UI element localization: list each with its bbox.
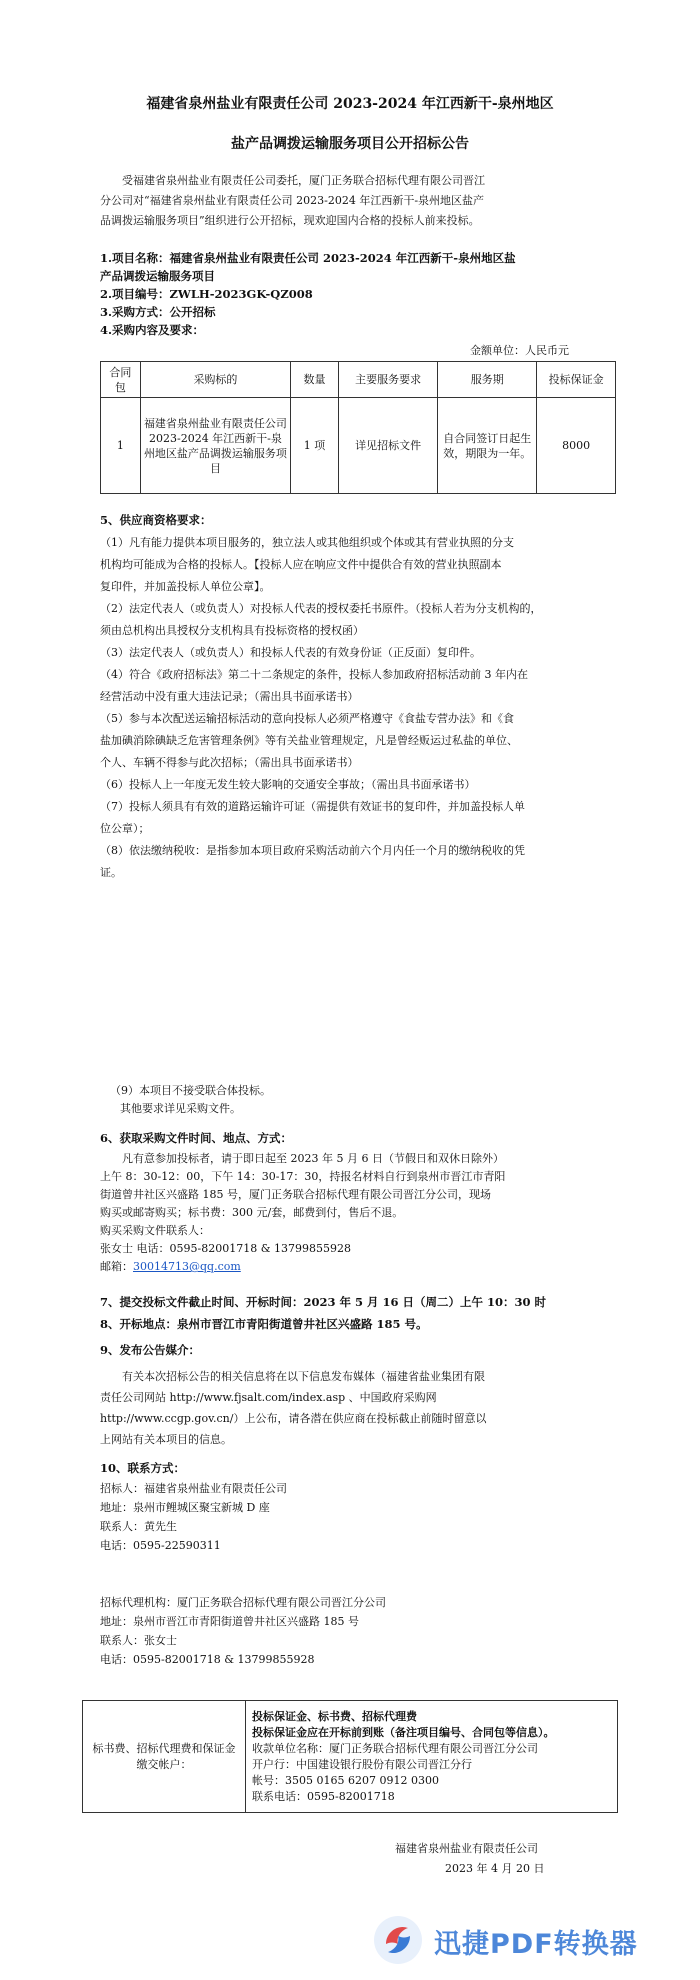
email-link[interactable]: 30014713@qq.com <box>133 1260 241 1273</box>
agent-phone: 电话：0595-82001718 & 13799855928 <box>100 1653 315 1666</box>
table-cell: 福建省泉州盐业有限责任公司 2023-2024 年江西新干-泉州地区盐产品调拨运输服务项目 <box>140 398 290 494</box>
qualification-line: 须由总机构出具授权分支机构具有投标资格的授权函） <box>100 624 364 637</box>
table-header-cell: 投标保证金 <box>537 362 616 398</box>
acquisition-line: 购买采购文件联系人： <box>100 1224 210 1237</box>
buyer-address: 地址：泉州市鲤城区聚宝新城 D 座 <box>100 1501 270 1514</box>
qualification-line: 机构均可能成为合格的投标人。【投标人应在响应文件中提供合有效的营业执照副本 <box>100 558 502 571</box>
qualification-line: 个人、车辆不得参与此次招标；（需出具书面承诺书） <box>100 756 359 769</box>
agent-contact-person: 联系人：张女士 <box>100 1634 177 1647</box>
table-cell: 1 项 <box>291 398 339 494</box>
project-number: 2.项目编号：ZWLH-2023GK-QZ008 <box>100 287 313 301</box>
agent-name: 招标代理机构：厦门正务联合招标代理有限公司晋江分公司 <box>100 1596 386 1609</box>
pdf-converter-logo-icon <box>372 1914 424 1970</box>
acquisition-line: 凡有意参加投标者，请于即日起至 2023 年 5 月 6 日（节假日和双休日除外） <box>122 1152 504 1165</box>
no-consortium-note: （9）本项目不接受联合体投标。 <box>110 1084 271 1097</box>
qualification-line: （2）法定代表人（或负责人）对投标人代表的授权委托书原件。（投标人若为分支机构的， <box>100 602 542 615</box>
doc-title-line2: 盐产品调拨运输服务项目公开招标公告 <box>231 136 469 152</box>
table-cell: 详见招标文件 <box>339 398 438 494</box>
media-line: 责任公司网站 http://www.fjsalt.com/index.asp 、中国政府采购网 <box>100 1391 437 1404</box>
table-row <box>83 1701 618 1813</box>
table-header-cell: 采购标的 <box>140 362 290 398</box>
opening-place-line: 8、开标地点：泉州市晋江市青阳街道曾井社区兴盛路 185 号。 <box>100 1317 428 1331</box>
qualification-line: 复印件，并加盖投标人单位公章】。 <box>100 580 271 593</box>
procurement-method: 3.采购方式：公开招标 <box>100 305 216 319</box>
buyer-contact <box>100 1479 620 1555</box>
other-requirements-note: 其他要求详见采购文件。 <box>120 1102 241 1115</box>
acquisition-line: 街道曾井社区兴盛路 185 号，厦门正务联合招标代理有限公司晋江分公司，现场 <box>100 1188 491 1201</box>
currency-unit: 金额单位：人民币元 <box>470 344 569 357</box>
email-label: 邮箱： <box>100 1260 133 1273</box>
qualification-line: 盐加碘消除碘缺乏危害管理条例》等有关盐业管理规定，凡是曾经贩运过私盐的单位、 <box>100 734 518 747</box>
project-name-line-1: 1.项目名称：福建省泉州盐业有限责任公司 2023-2024 年江西新干-泉州地区盐 <box>100 251 516 265</box>
intro-line-1: 受福建省泉州盐业有限责任公司委托，厦门正务联合招标代理有限公司晋江 <box>122 174 485 187</box>
doc-title-line1: 福建省泉州盐业有限责任公司 2023-2024 年江西新干-泉州地区 <box>146 96 554 112</box>
payment-account-details <box>246 1701 618 1813</box>
email-line <box>100 1258 620 1276</box>
payment-bold-line: 投标保证金、标书费、招标代理费 <box>252 1709 417 1723</box>
table-header-cell: 主要服务要求 <box>339 362 438 398</box>
acquisition-line: 张女士 电话：0595-82001718 & 13799855928 <box>100 1242 351 1255</box>
table-header-row <box>101 362 616 398</box>
section10-heading: 10、联系方式： <box>100 1461 186 1475</box>
buyer-contact-person: 联系人：黄先生 <box>100 1520 177 1533</box>
agent-address: 地址：泉州市晋江市青阳街道曾井社区兴盛路 185 号 <box>100 1615 359 1628</box>
signature-date: 2023 年 4 月 20 日 <box>445 1862 545 1875</box>
payment-account-table <box>82 1700 618 1813</box>
intro-line-3: 品调拨运输服务项目”组织进行公开招标，现欢迎国内合格的投标人前来投标。 <box>100 214 480 227</box>
procurement-content-heading: 4.采购内容及要求： <box>100 323 205 337</box>
table-row <box>101 398 616 494</box>
agent-contact <box>100 1593 620 1669</box>
table-header-cell: 数量 <box>291 362 339 398</box>
media-line: 上网站有关本项目的信息。 <box>100 1433 232 1446</box>
buyer-name: 招标人：福建省泉州盐业有限责任公司 <box>100 1482 287 1495</box>
table-header-cell: 合同包 <box>101 362 141 398</box>
table-cell: 1 <box>101 398 141 494</box>
buyer-phone: 电话：0595-22590311 <box>100 1539 221 1552</box>
section6-heading: 6、获取采购文件时间、地点、方式： <box>100 1131 292 1145</box>
table-header-cell: 服务期 <box>438 362 537 398</box>
qualification-line: （8）依法缴纳税收：是指参加本项目政府采购活动前六个月内任一个月的缴纳税收的凭 <box>100 844 525 857</box>
deadline-line: 7、提交投标文件截止时间、开标时间：2023 年 5 月 16 日（周二）上午 10：30 时 <box>100 1295 547 1309</box>
project-name-line-2: 产品调拨运输服务项目 <box>100 269 215 283</box>
payment-bold-line: 投标保证金应在开标前到账（备注项目编号、合同包等信息）。 <box>252 1725 555 1739</box>
qualification-line: （7）投标人须具有有效的道路运输许可证（需提供有效证书的复印件，并加盖投标人单 <box>100 800 525 813</box>
section5-heading: 5、供应商资格要求： <box>100 513 212 527</box>
signature-company: 福建省泉州盐业有限责任公司 <box>395 1842 538 1855</box>
qualification-line: （1）凡有能力提供本项目服务的，独立法人或其他组织或个体或其有营业执照的分支 <box>100 536 514 549</box>
section6-body <box>100 1150 620 1276</box>
media-line: 有关本次招标公告的相关信息将在以下信息发布媒体（福建省盐业集团有限 <box>122 1370 485 1383</box>
payment-account-label: 标书费、招标代理费和保证金缴交帐户： <box>83 1701 246 1813</box>
media-line: http://www.ccgp.gov.cn/）上公布，请各潜在供应商在投标截止前随时留意以 <box>100 1412 487 1425</box>
pdf-converter-watermark <box>372 1912 692 1968</box>
watermark-text: 迅捷PDF转换器 <box>434 1929 638 1960</box>
qualification-line: （3）法定代表人（或负责人）和投标人代表的有效身份证（正反面）复印件。 <box>100 646 481 659</box>
bank-name: 开户行：中国建设银行股份有限公司晋江分行 <box>252 1757 472 1771</box>
acquisition-line: 购买或邮寄购买；标书费：300 元/套，邮费到付，售后不退。 <box>100 1206 404 1219</box>
payee-name: 收款单位名称：厦门正务联合招标代理有限公司晋江分公司 <box>252 1741 538 1755</box>
table-cell: 8000 <box>537 398 616 494</box>
qualification-line: 经营活动中没有重大违法记录；（需出具书面承诺书） <box>100 690 359 703</box>
qualification-line: 位公章）； <box>100 822 150 835</box>
qualification-line: （6）投标人上一年度无发生较大影响的交通安全事故；（需出具书面承诺书） <box>100 778 476 791</box>
qualification-line: 证。 <box>100 866 122 879</box>
qualification-line: （5）参与本次配送运输招标活动的意向投标人必须严格遵守《食盐专营办法》和《食 <box>100 712 514 725</box>
intro-line-2: 分公司对“福建省泉州盐业有限责任公司 2023-2024 年江西新干-泉州地区盐产 <box>100 194 485 207</box>
account-number: 帐号：3505 0165 6207 0912 0300 <box>252 1773 439 1787</box>
procurement-table <box>100 361 616 494</box>
section5-body <box>100 532 620 884</box>
section9-heading: 9、发布公告媒介： <box>100 1343 201 1357</box>
acquisition-line: 上午 8：30-12：00，下午 14：30-17：30，持报名材料自行到泉州市晋江市青阳 <box>100 1170 506 1183</box>
table-cell: 自合同签订日起生效，期限为一年。 <box>438 398 537 494</box>
qualification-line: （4）符合《政府招标法》第二十二条规定的条件，投标人参加政府招标活动前 3 年内在 <box>100 668 528 681</box>
section9-body <box>100 1366 620 1450</box>
payment-phone: 联系电话：0595-82001718 <box>252 1789 395 1803</box>
